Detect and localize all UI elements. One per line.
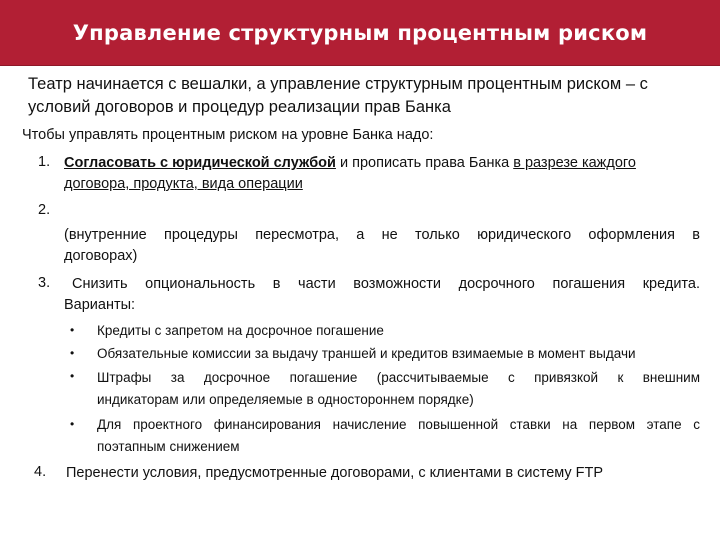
item-1-underline-1: в разрезе каждого [513, 155, 636, 171]
subtitle: Чтобы управлять процентным риском на уровне Банка надо: [22, 127, 434, 143]
slide-title: Управление структурным процентным риском [72, 20, 648, 45]
item-4-line-1: Перенести условия, предусмотренные договорами, с клиентами в систему FTP [66, 465, 604, 481]
bullet-3-marker: • [70, 369, 75, 383]
item-1-line-2: договора, продукта, вида операции [64, 176, 303, 192]
bullet-3-line-2: индикаторам или определяемые в одностороннем порядке) [97, 392, 474, 407]
bullet-1-marker: • [70, 323, 75, 337]
item-1-mid: и прописать права Банка [335, 155, 514, 171]
bullet-4-line-1: Для проектного финансирования начисление повышенной ставки на первом этапе с [97, 417, 700, 432]
bullet-1-line-1: Кредиты с запретом на досрочное погашение [97, 323, 384, 338]
bullet-2-line-1: Обязательные комиссии за выдачу траншей и кредитов взимаемые в момент выдачи [97, 346, 636, 361]
intro-line-1: Театр начинается с вешалки, а управление структурным процентным риском – с [28, 75, 648, 93]
item-3-number: 3. [38, 275, 51, 291]
item-2-line-1: (внутренние процедуры пересмотра, а не только юридического оформления в [64, 227, 700, 243]
item-2-number: 2. [38, 202, 51, 218]
intro-line-2: условий договоров и процедур реализации прав Банка [28, 98, 451, 116]
item-1-lead: Согласовать с юридической службой [64, 155, 336, 171]
item-4-number: 4. [34, 464, 47, 480]
item-3-line-2: Варианты: [64, 297, 136, 313]
item-3-line-1: Снизить опциональность в части возможности досрочного погашения кредита. [72, 276, 700, 292]
bullet-2-marker: • [70, 346, 75, 360]
bullet-4-marker: • [70, 417, 75, 431]
bullet-3-line-1: Штрафы за досрочное погашение (рассчитываемые с привязкой к внешним [97, 370, 700, 385]
item-2-line-2: договорах) [64, 248, 138, 264]
bullet-4-line-2: поэтапным снижением [97, 439, 240, 454]
item-1-line-1 [64, 154, 636, 173]
item-1-number: 1. [38, 154, 51, 170]
